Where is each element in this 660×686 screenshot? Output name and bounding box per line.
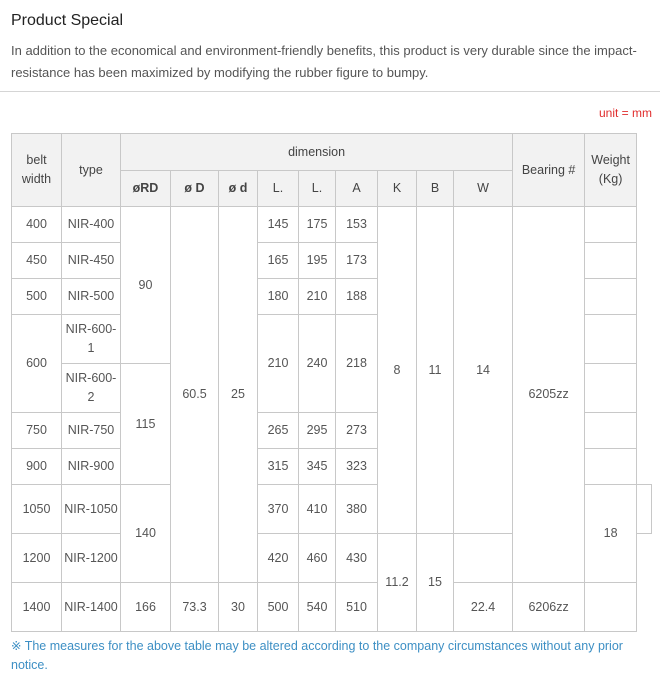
cell-b: 11 [417,207,454,534]
header-w: W [454,171,513,207]
cell-k: 11.2 [378,534,417,632]
cell-a: 173 [336,243,378,279]
cell-l1: 145 [258,207,299,243]
cell-type: NIR-600-2 [62,364,121,413]
cell-a: 510 [336,583,378,632]
cell-type: NIR-400 [62,207,121,243]
header-belt-width: belt width [12,134,62,207]
cell-type: NIR-750 [62,413,121,449]
cell-a: 153 [336,207,378,243]
cell-k: 8 [378,207,417,534]
header-type: type [62,134,121,207]
cell-l2: 195 [299,243,336,279]
cell-od: 73.3 [171,583,219,632]
cell-bearing: 6205zz [513,207,585,583]
cell-weight [454,534,513,583]
section-title: Product Special [11,12,124,29]
cell-weight [585,315,637,364]
cell-type: NIR-1050 [62,485,121,534]
cell-weight [585,364,637,413]
cell-belt: 750 [12,413,62,449]
cell-l2: 460 [299,534,336,583]
cell-rd: 115 [121,364,171,485]
cell-belt: 400 [12,207,62,243]
header-id: ø d [219,171,258,207]
header-bearing: Bearing # [513,134,585,207]
cell-l1: 370 [258,485,299,534]
cell-l2: 210 [299,279,336,315]
cell-belt: 900 [12,449,62,485]
header-k: K [378,171,417,207]
header-b: B [417,171,454,207]
cell-a: 323 [336,449,378,485]
cell-rd: 166 [121,583,171,632]
cell-l2: 540 [299,583,336,632]
header-weight: Weight (Kg) [585,134,637,207]
cell-type: NIR-1400 [62,583,121,632]
cell-type: NIR-500 [62,279,121,315]
table-row [12,583,652,632]
cell-l2: 345 [299,449,336,485]
cell-rd: 90 [121,207,171,364]
cell-weight [585,207,637,243]
cell-a: 273 [336,413,378,449]
header-a: A [336,171,378,207]
cell-l1: 180 [258,279,299,315]
cell-weight [637,485,652,534]
cell-od: 60.5 [171,207,219,583]
cell-weight [585,279,637,315]
header-od: ø D [171,171,219,207]
cell-id: 25 [219,207,258,583]
cell-weight [585,243,637,279]
cell-belt: 600 [12,315,62,413]
header-rd: øRD [121,171,171,207]
cell-l2: 240 [299,315,336,413]
divider [0,91,660,92]
cell-a: 218 [336,315,378,413]
cell-l1: 210 [258,315,299,413]
cell-weight [585,413,637,449]
header-l2: L. [299,171,336,207]
cell-l1: 315 [258,449,299,485]
spec-table [11,133,652,632]
cell-l2: 410 [299,485,336,534]
cell-id: 30 [219,583,258,632]
cell-type: NIR-450 [62,243,121,279]
cell-type: NIR-900 [62,449,121,485]
cell-w: 18 [585,485,637,583]
intro-paragraph: In addition to the economical and environment-friendly benefits, this product is very durable since the impact-resistance has been maximized by modifying the rubber figure to bumpy. [11,43,637,80]
cell-belt: 1050 [12,485,62,534]
cell-l2: 295 [299,413,336,449]
cell-a: 188 [336,279,378,315]
cell-belt: 1200 [12,534,62,583]
cell-type: NIR-600-1 [62,315,121,364]
cell-l1: 265 [258,413,299,449]
cell-l1: 420 [258,534,299,583]
cell-l1: 165 [258,243,299,279]
cell-bearing: 6206zz [513,583,585,632]
cell-belt: 1400 [12,583,62,632]
cell-weight [585,449,637,485]
unit-label: unit = mm [598,106,652,120]
cell-a: 380 [336,485,378,534]
cell-type: NIR-1200 [62,534,121,583]
cell-belt: 450 [12,243,62,279]
cell-b: 15 [417,534,454,632]
cell-w: 22.4 [454,583,513,632]
cell-belt: 500 [12,279,62,315]
header-dimension: dimension [121,134,513,171]
header-l1: L. [258,171,299,207]
cell-l2: 175 [299,207,336,243]
cell-a: 430 [336,534,378,583]
cell-rd: 140 [121,485,171,583]
cell-weight [585,583,637,632]
table-row [12,207,652,243]
cell-l1: 500 [258,583,299,632]
footnote: ※ The measures for the above table may be altered according to the company circumstances without any prior notice. [11,639,623,672]
cell-w: 14 [454,207,513,534]
